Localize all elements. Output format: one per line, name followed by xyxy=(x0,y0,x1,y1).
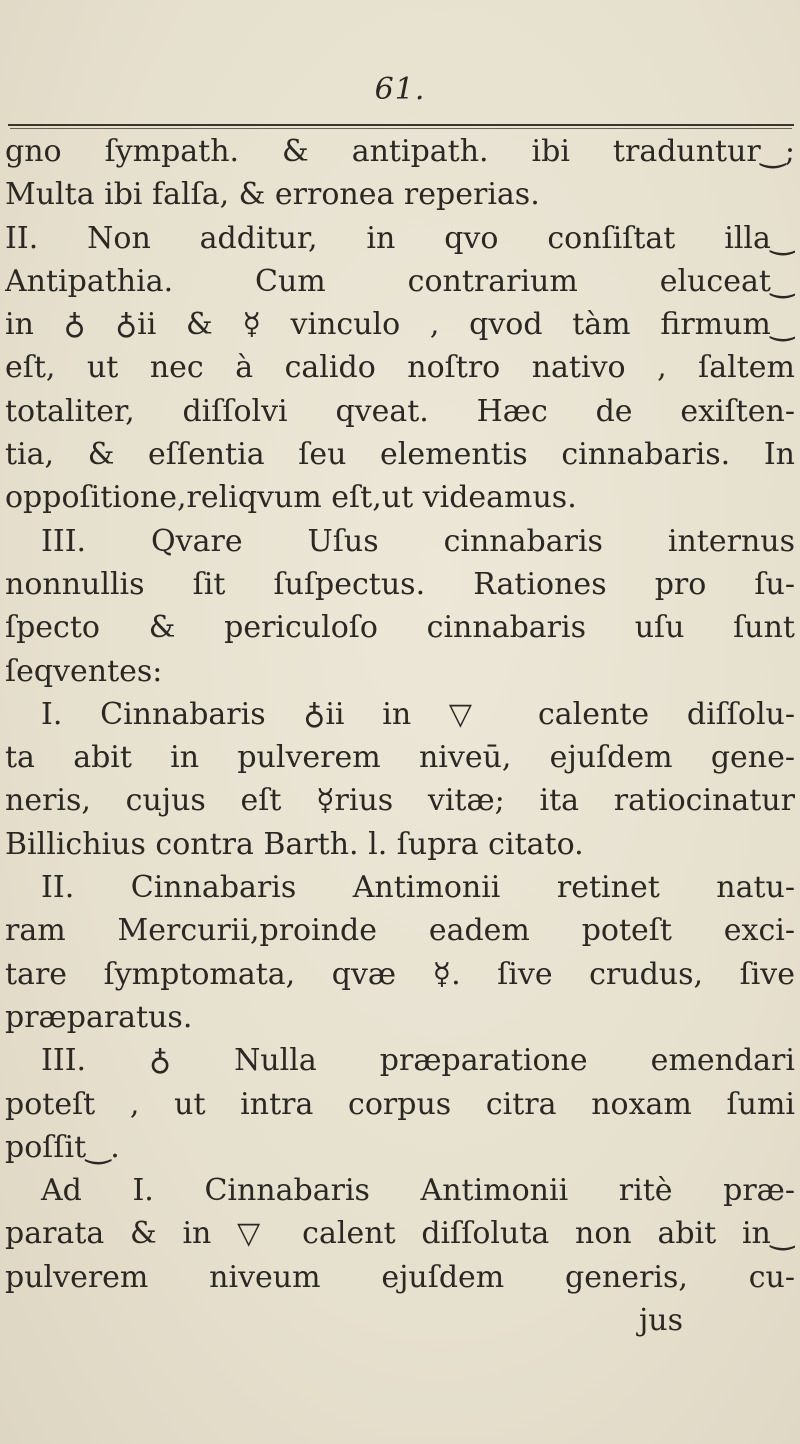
text-line: præparatus. xyxy=(5,999,193,1035)
text-line: ſpecto & periculoſo cinnabaris uſu ſunt xyxy=(5,610,795,646)
text-line: poteſt , ut intra corpus citra noxam ſumi xyxy=(5,1086,795,1122)
text-line: Ad I. Cinnabaris Antimonii ritè præ- xyxy=(41,1173,795,1209)
header-rule-secondary xyxy=(10,128,792,129)
text-line: poſſit‿. xyxy=(5,1129,120,1165)
text-line: Antipathia. Cum contrarium eluceat‿ xyxy=(5,263,795,299)
text-line: II. Non additur, in qvo conſiſtat illa‿ xyxy=(5,220,795,256)
page-number: 61. xyxy=(374,72,426,107)
text-line: tare ſymptomata, qvæ ☿. ſive crudus, ſive xyxy=(5,956,795,992)
text-line: nonnullis ſit ſuſpectus. Rationes pro ſu- xyxy=(5,566,795,602)
text-line: ram Mercurii,proinde eadem poteſt exci- xyxy=(5,913,795,949)
text-line: III. Qvare Uſus cinnabaris internus xyxy=(41,523,795,559)
text-line: Billichius contra Barth. l. ſupra citato. xyxy=(5,826,584,862)
text-line: parata & in ▽ calent diſſoluta non abit in‿ xyxy=(5,1216,795,1252)
text-line: eſt, ut nec à calido noſtro nativo , ſaltem xyxy=(5,350,795,386)
text-line: oppoſitione,reliqvum eſt,ut videamus. xyxy=(5,480,577,516)
text-line: II. Cinnabaris Antimonii retinet natu- xyxy=(41,870,795,906)
text-line: ta abit in pulverem niveū, ejuſdem gene- xyxy=(5,740,795,776)
body-text xyxy=(5,130,795,1342)
text-line: tia, & eſſentia ſeu elementis cinnabaris. In xyxy=(5,437,795,473)
text-line: gno ſympath. & antipath. ibi traduntur‿; xyxy=(5,134,795,169)
text-line: pulverem niveum ejuſdem generis, cu- xyxy=(5,1259,795,1295)
text-line: Multa ibi falſa, & erronea reperias. xyxy=(5,177,540,213)
catchword: jus xyxy=(638,1303,683,1339)
header-rule xyxy=(8,124,794,126)
text-line: in ♁ ♁ii & ☿ vinculo , qvod tàm firmum‿ xyxy=(5,307,795,343)
text-line: III. ♁ Nulla præparatione emendari xyxy=(41,1043,795,1079)
text-line: ſeqventes: xyxy=(5,653,163,689)
text-line: I. Cinnabaris ♁ii in ▽ calente diſſolu- xyxy=(41,696,795,732)
text-line: neris, cujus eſt ☿rius vitæ; ita ratiocinatur xyxy=(5,783,795,819)
text-line: totaliter, diſſolvi qveat. Hæc de exiſten- xyxy=(5,393,795,429)
